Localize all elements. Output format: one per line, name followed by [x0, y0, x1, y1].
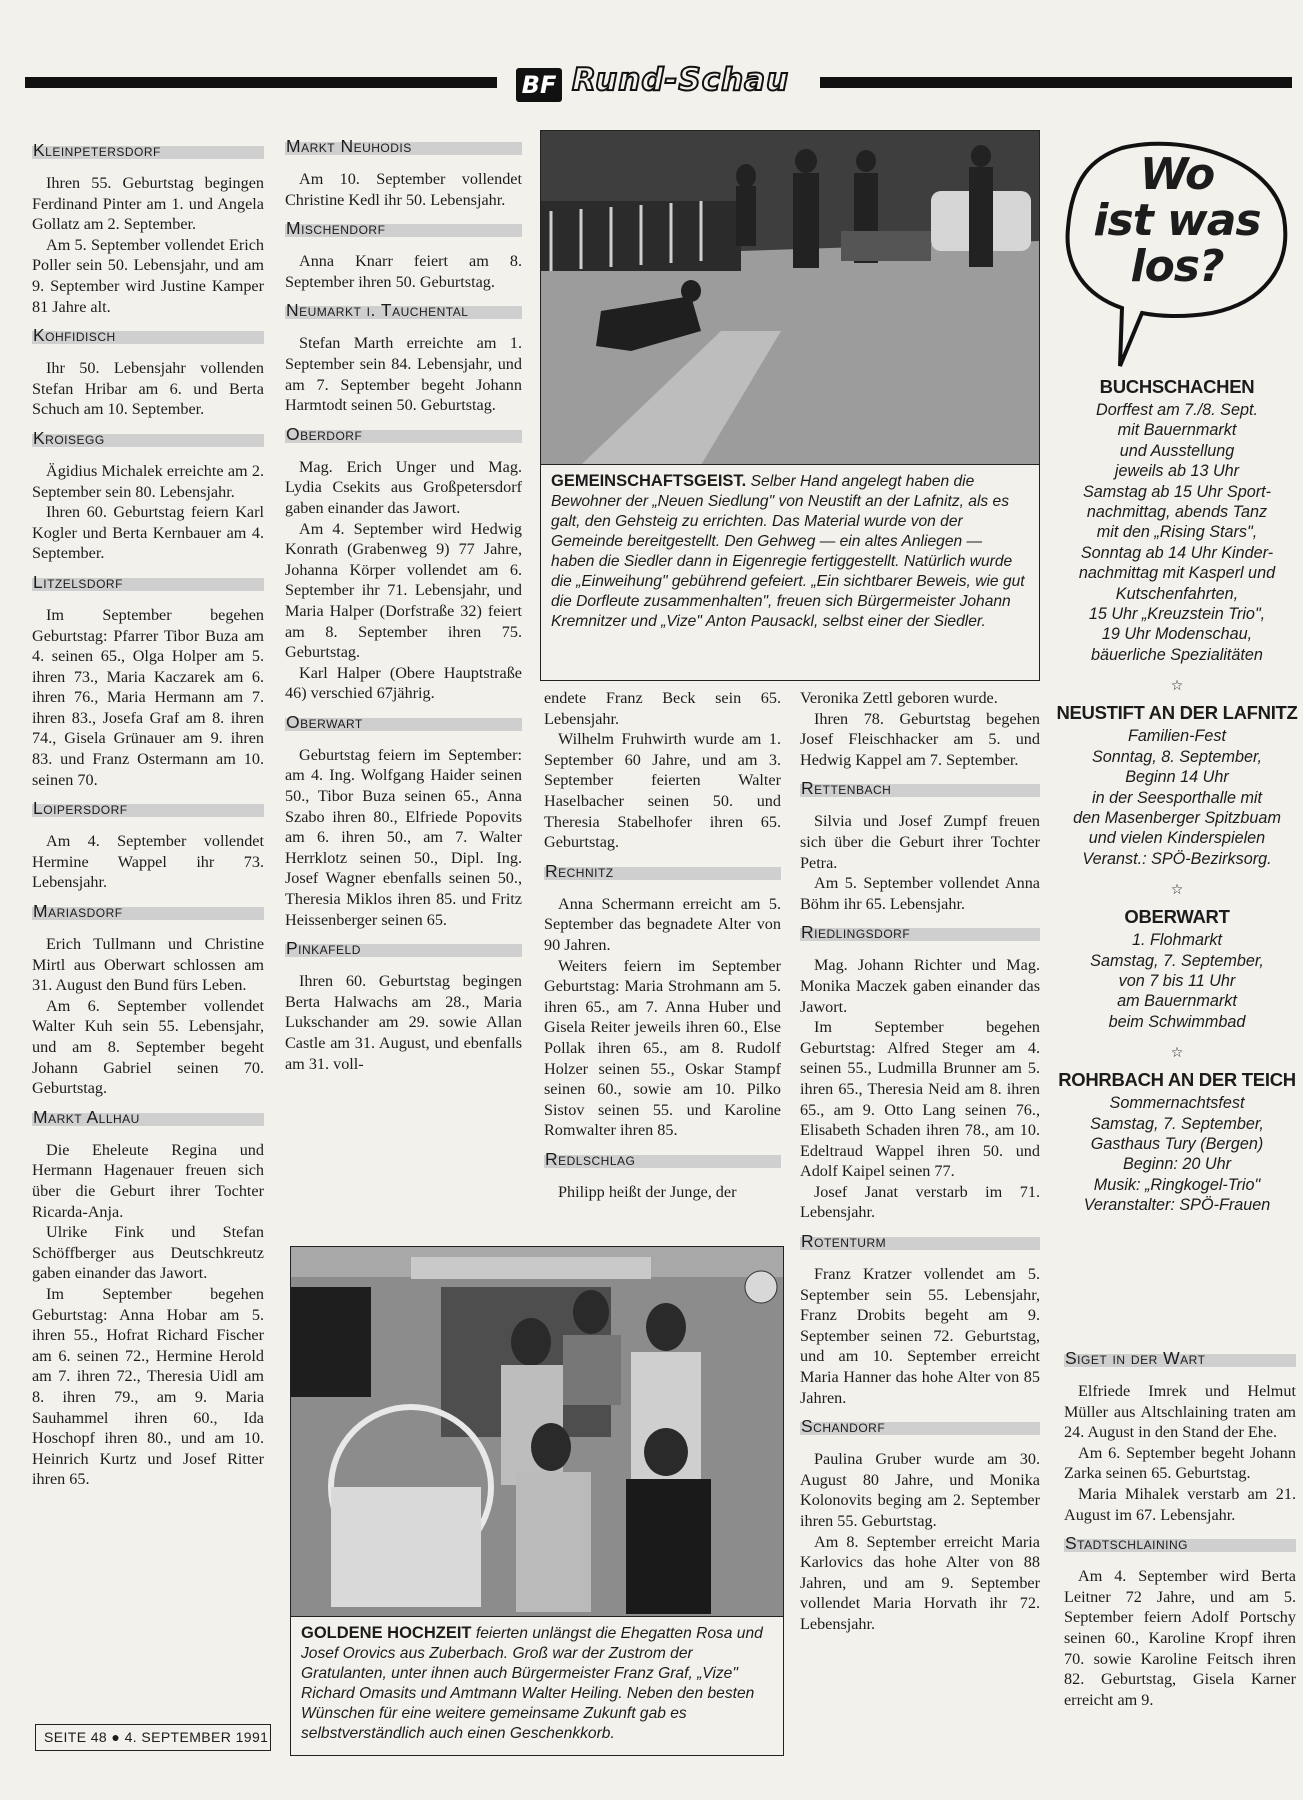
section-heading — [1064, 1533, 1296, 1556]
column-4 — [800, 688, 1040, 1635]
section-heading — [1064, 1348, 1296, 1371]
paragraph: Maria Mihalek verstarb am 21. August im 67. Lebensjahr. — [1064, 1484, 1296, 1524]
paragraph: Am 4. September vollendet Hermine Wappel ihr 73. Lebensjahr. — [32, 832, 264, 892]
section-heading — [800, 1416, 1040, 1439]
footer-page: SEITE 48 — [44, 1729, 108, 1745]
section-heading — [32, 1107, 264, 1130]
column-3 — [544, 688, 781, 1202]
section-heading — [285, 938, 522, 961]
paragraph: Elfriede Imrek und Helmut Müller aus Altschlaining traten am 24. August in den Stand der Ehe. — [1064, 1382, 1296, 1442]
section-heading — [32, 572, 264, 595]
paragraph: Anna Knarr feiert am 8. September ihren 50. Geburtstag. — [285, 252, 522, 291]
paragraph: Paulina Gruber wurde am 30. August 80 Jahre, und Monika Kolonovits beging am 2. September ihren 55. Geburtstag. — [800, 1450, 1040, 1530]
event-detail: mit Bauernmarkt — [1117, 421, 1237, 440]
paragraph: Wilhelm Fruhwirth wurde am 1. September 60 Jahre, und am 3. September feierten Walter Haselbacher seinen 50. und Theresia Stabelhofer ihren 65. Geburtstag. — [544, 730, 781, 852]
paragraph: Ägidius Michalek erreichte am 2. September sein 80. Lebensjahr. — [32, 461, 264, 501]
paragraph: Im September begehen Geburtstag: Anna Hobar am 5. ihren 55., Hofrat Richard Fischer am 6. seinen 72., Hermine Herold am 7. ihren 72., Theresia Uidl am 8. ihren 79., am 9. Maria Sauhammel ihren 60., Ida Hoschopf ihren 80., und am 10. Heinrich Kurtz und Josef Ritter ihren 65. — [32, 1284, 264, 1489]
event-detail: in der Seesporthalle mit — [1091, 788, 1263, 807]
section-heading — [285, 218, 522, 241]
section-heading — [800, 778, 1040, 801]
event-detail: und vielen Kinderspielen — [1088, 829, 1266, 848]
event-detail: 15 Uhr „Kreuzstein Trio", — [1088, 605, 1266, 624]
section-heading-text: Kroisegg — [33, 427, 105, 448]
paragraph: Karl Halper (Obere Hauptstraße 46) verschied 67jährig. — [285, 663, 522, 703]
section-heading-text: Kleinpetersdorf — [33, 140, 161, 160]
section-heading — [544, 861, 781, 884]
event-detail: Samstag, 7. September, — [1090, 951, 1264, 970]
paragraph: Im September begehen Geburtstag: Alfred Steger am 4. seinen 55., Ludmilla Brunner am 5. ihren 65., Theresia Neid am 8. ihren 65., am 9. Otto Lang seinen 76., Elisabeth Schaden ihren 78., am 10. Edeltraud Wappel ihren 50. und Adolf Kaipel seinen 77. — [800, 1018, 1040, 1181]
section-heading-text: Schandorf — [801, 1416, 886, 1437]
paragraph: Anna Schermann erreicht am 5. September das begnadete Alter von 90 Jahren. — [544, 894, 781, 954]
section-heading-text: Stadtschlaining — [1065, 1533, 1188, 1554]
paragraph: Am 6. September begeht Johann Zarka seinen 65. Geburtstag. — [1064, 1443, 1296, 1483]
bubble-line: ist was — [1093, 195, 1261, 246]
bubble-line: Wo — [1139, 149, 1215, 200]
paragraph: Veronika Zettl geboren wurde. — [800, 689, 998, 707]
section-heading-text: Siget in der Wart — [1065, 1348, 1206, 1368]
section-heading-text: Neumarkt i. Tauchental — [286, 300, 469, 321]
caption-text: feierten unlängst die Ehegatten Rosa und Josef Orovics aus Zuberbach. Groß war der Zustrom der Gratulanten, unter ihnen auch Bürgermeister Franz Graf, „Vize" Richard Omasits und Amtmann Walter Heiling. Neben den besten Wünschen für eine weitere gemeinsame Zukunft gab es selbstverständlich auch einen Geschenkkorb. — [301, 1625, 763, 1742]
paragraph: Am 10. September vollendet Christine Kedl ihr 50. Lebensjahr. — [285, 170, 522, 209]
paragraph: Ihr 50. Lebensjahr vollenden Stefan Hribar am 6. und Berta Schuch am 10. September. — [32, 359, 264, 419]
event-detail: Gasthaus Tury (Bergen) — [1090, 1134, 1264, 1153]
photo-sidewalk-caption — [540, 464, 1040, 681]
event-detail: nachmittag, abends Tanz — [1086, 503, 1268, 522]
event-town: NEUSTIFT AN DER LAFNITZ — [1056, 702, 1298, 724]
paragraph: Am 8. September erreicht Maria Karlovics das hohe Alter von 88 Jahren, und am 9. September vollendet Maria Horvath ihr 72. Lebensjahr. — [800, 1532, 1040, 1633]
section-heading-text: Kohfidisch — [33, 325, 116, 346]
paragraph: Die Eheleute Regina und Hermann Hagenauer freuen sich über die Geburt ihrer Tochter Ricarda-Anja. — [32, 1140, 264, 1221]
paragraph: Am 5. September vollendet Erich Poller sein 50. Lebensjahr, und am 9. September wird Justine Kamper 81 Jahre alt. — [32, 235, 264, 316]
event-detail: und Ausstellung — [1119, 441, 1235, 460]
event-detail: 19 Uhr Modenschau, — [1101, 625, 1253, 644]
star-separator-icon: ☆ — [1170, 881, 1184, 898]
event-detail: Sommernachtsfest — [1109, 1094, 1245, 1113]
section-heading — [285, 712, 522, 735]
event-detail: den Masenberger Spitzbuam — [1073, 808, 1281, 827]
paragraph: endete Franz Beck sein 65. Lebensjahr. — [544, 689, 781, 728]
paragraph: Franz Kratzer vollendet am 5. September sein 55. Lebensjahr, Franz Drobits begeht am 9. September seinen 72. Geburtstag, und am 10. September erreicht Maria Hanner das hohe Alter von 85 Jahren. — [800, 1265, 1040, 1407]
events-list — [1052, 368, 1302, 1216]
section-heading-text: Mariasdorf — [33, 901, 123, 922]
masthead-logo-text: BF — [521, 71, 557, 99]
section-heading-text: Markt Neuhodis — [286, 136, 412, 156]
section-heading-text: Rechnitz — [545, 860, 614, 881]
column-5 — [1064, 1340, 1296, 1710]
event-detail: beim Schwimmbad — [1108, 1012, 1246, 1031]
section-heading — [32, 140, 264, 163]
paragraph: Stefan Marth erreichte am 1. September sein 84. Lebensjahr, und am 7. September begeht Johann Harmtodt seinen 50. Geburtstag. — [285, 334, 522, 415]
caption-title: GEMEINSCHAFTSGEIST. — [551, 472, 747, 490]
caption-title: GOLDENE HOCHZEIT — [301, 1624, 472, 1642]
event-town: BUCHSCHACHEN — [1099, 376, 1255, 397]
page-footer — [35, 1724, 271, 1751]
event-detail: Sonntag, 8. September, — [1091, 747, 1263, 766]
event-detail: jeweils ab 13 Uhr — [1114, 462, 1240, 481]
section-heading — [32, 901, 264, 924]
paragraph: Am 4. September wird Hedwig Konrath (Grabenweg 9) 77 Jahre, Johanna Körper vollendet am 6. September ihr 71. Lebensjahr, und Maria Halper (Dorfstraße 32) feiert am 8. September ihren 75. Geburtstag. — [285, 519, 522, 662]
event-detail: Veranstalter: SPÖ-Frauen — [1083, 1196, 1271, 1215]
event-detail: von 7 bis 11 Uhr — [1118, 971, 1236, 990]
section-heading — [32, 798, 264, 821]
paragraph: Silvia und Josef Zumpf freuen sich über die Geburt ihrer Tochter Petra. — [800, 812, 1040, 872]
section-heading-text: Oberdorf — [286, 423, 363, 444]
section-heading-text: Pinkafeld — [286, 938, 361, 959]
paragraph: Ulrike Fink und Stefan Schöffberger aus Deutschkreutz gaben einander das Jawort. — [32, 1223, 264, 1283]
section-heading-text: Markt Allhau — [33, 1106, 140, 1127]
paragraph: Im September begehen Geburtstag: Pfarrer Tibor Buza am 4. seinen 65., Olga Holper am 5. ihren 73., Maria Kaczarek am 6. ihren 76., Maria Hermann am 7. ihren 83., Josefa Graf am 8. ihren 74., Gisela Grünauer am 9. ihren 83. und Franz Ostermann am 10. seinen 70. — [32, 605, 264, 789]
event-detail: am Bauernmarkt — [1117, 992, 1237, 1011]
section-heading — [32, 428, 264, 451]
section-heading-text: Riedlingsdorf — [801, 922, 911, 943]
section-heading-text: Mischendorf — [286, 218, 386, 239]
masthead-section-title: Rund-Schau — [572, 62, 790, 98]
star-separator-icon: ☆ — [1170, 1044, 1184, 1061]
event-detail: Beginn: 20 Uhr — [1123, 1155, 1231, 1174]
event-detail: Samstag, 7. September, — [1090, 1114, 1264, 1133]
footer-bullet-icon: ● — [111, 1729, 121, 1745]
event-detail: nachmittag mit Kasperl und — [1078, 564, 1276, 583]
paragraph: Weiters feiern im September Geburtstag: Maria Strohmann am 5. ihren 65., am 7. Anna Huber und Gisela Reiter jeweils ihren 60., Else Pollak ihren 65., am 8. Rudolf Holzer seinen 55., Oskar Stampf seinen 60., sowie am 10. Pilko Sistov seinen 55. und Karoline Romwalter ihren 85. — [544, 956, 781, 1140]
masthead-rule-left — [25, 77, 497, 88]
event-detail: mit den „Rising Stars", — [1096, 523, 1258, 542]
event-detail: Sonntag ab 14 Uhr Kinder- — [1080, 543, 1274, 562]
paragraph: Ihren 60. Geburtstag feiern Karl Kogler und Berta Kernbauer am 4. September. — [32, 503, 264, 563]
bubble-line: los? — [1130, 241, 1224, 292]
paragraph: Am 6. September vollendet Walter Kuh sein 55. Lebensjahr, und am 8. September begeht Johann Gabriel seinen 70. Geburtstag. — [32, 996, 264, 1098]
column-1 — [32, 132, 264, 1490]
section-heading — [285, 300, 522, 323]
section-heading — [32, 325, 264, 348]
section-heading-text: Loipersdorf — [33, 798, 128, 819]
section-heading-text: Litzelsdorf — [33, 571, 123, 592]
event-detail: 1. Flohmarkt — [1132, 931, 1222, 950]
section-heading — [544, 1149, 781, 1172]
event-detail: Veranst.: SPÖ-Bezirksorg. — [1082, 849, 1272, 868]
event-detail: Beginn 14 Uhr — [1125, 768, 1229, 787]
section-heading-text: Rotenturm — [801, 1231, 887, 1252]
section-heading — [800, 1231, 1040, 1254]
event-town: ROHRBACH AN DER TEICH — [1058, 1069, 1296, 1091]
photo-sidewalk-image — [541, 131, 1039, 465]
paragraph: Erich Tullmann und Christine Mirtl aus Oberwart schlossen am 31. August den Bund fürs Leben. — [32, 935, 264, 995]
paragraph: Ihren 60. Geburtstag begingen Berta Halwachs am 28., Maria Lukschander am 29. sowie Allan Castle am 31. August, und ebenfalls am 31. voll- — [285, 972, 522, 1073]
paragraph: Mag. Johann Richter und Mag. Monika Maczek gaben einander das Jawort. — [800, 956, 1040, 1016]
star-separator-icon: ☆ — [1170, 677, 1184, 694]
event-detail: bäuerliche Spezialitäten — [1091, 645, 1263, 664]
column-2 — [285, 128, 522, 1074]
section-heading-text: Redlschlag — [545, 1148, 636, 1169]
paragraph: Josef Janat verstarb im 71. Lebensjahr. — [800, 1182, 1040, 1222]
photo-sidewalk-construction — [540, 130, 1040, 466]
event-detail: Samstag ab 15 Uhr Sport- — [1082, 482, 1272, 501]
photo-golden-wedding-image — [291, 1247, 783, 1617]
paragraph: Mag. Erich Unger und Mag. Lydia Csekits aus Großpetersdorf gaben einander das Jawort. — [285, 457, 522, 517]
paragraph: Philipp heißt der Junge, der — [558, 1182, 737, 1201]
event-detail: Kutschenfahrten, — [1115, 584, 1239, 603]
section-heading — [285, 136, 522, 159]
event-detail: Dorffest am 7./8. Sept. — [1096, 401, 1258, 419]
section-heading — [285, 424, 522, 447]
section-heading-text: Oberwart — [286, 711, 363, 732]
caption-text: Selber Hand angelegt haben die Bewohner der „Neuen Siedlung" von Neustift an der Lafnitz, als es galt, den Gehsteig zu errichten. Das Material wurde von der Gemeinde bereitgestellt. Den Gehweg — ein altes Anliegen — haben die Siedler dann in Eigenregie fertiggestellt. Natürlich wurde die „Einweihung" gebührend gefeiert. „Ein sichtbarer Beweis, wie gut die Dorfleute zusammenhalten", freuen sich Bürgermeister Johann Kremnitzer und „Vize" Anton Pausackl, selbst einer der Siedler. — [551, 473, 1025, 630]
masthead-rule-right — [820, 77, 1292, 88]
photo-golden-wedding-caption — [290, 1616, 784, 1756]
events-bubble-text — [1062, 149, 1292, 292]
event-town: OBERWART — [1124, 906, 1230, 928]
section-heading — [800, 922, 1040, 945]
event-detail: Musik: „Ringkogel-Trio" — [1093, 1175, 1261, 1194]
paragraph: Ihren 55. Geburtstag begingen Ferdinand Pinter am 1. und Angela Gollatz am 2. September. — [32, 174, 264, 234]
section-heading-text: Rettenbach — [801, 778, 892, 799]
paragraph: Am 4. September wird Berta Leitner 72 Jahre, und am 5. September feiern Adolf Portschy seinen 60., Karoline Kropf ihren 70. sowie Karoline Feitsch ihren 82. Geburtstag, Gisela Karner erreicht am 9. — [1064, 1567, 1296, 1709]
paragraph: Geburtstag feiern im September: am 4. Ing. Wolfgang Haider seinen 50., Tibor Buza seinen 65., Anna Szabo ihren 80., Elfriede Popovits am 6. ihren 50., am 7. Walter Herrklotz seinen 50., Dipl. Ing. Josef Wagner ebenfalls seinen 50., Theresia Miklos ihren 85. und Fritz Heissenberger seinen 65. — [285, 745, 522, 929]
masthead-logo — [516, 68, 562, 102]
paragraph: Am 5. September vollendet Anna Böhm ihr 65. Lebensjahr. — [800, 874, 1040, 913]
paragraph: Ihren 78. Geburtstag begehen Josef Fleischhacker am 5. und Hedwig Kappel am 7. September. — [800, 709, 1040, 769]
photo-golden-wedding — [290, 1246, 784, 1618]
footer-date: 4. SEPTEMBER 1991 — [124, 1729, 269, 1745]
event-detail: Familien-Fest — [1127, 727, 1227, 746]
events-speech-bubble — [1062, 138, 1292, 368]
